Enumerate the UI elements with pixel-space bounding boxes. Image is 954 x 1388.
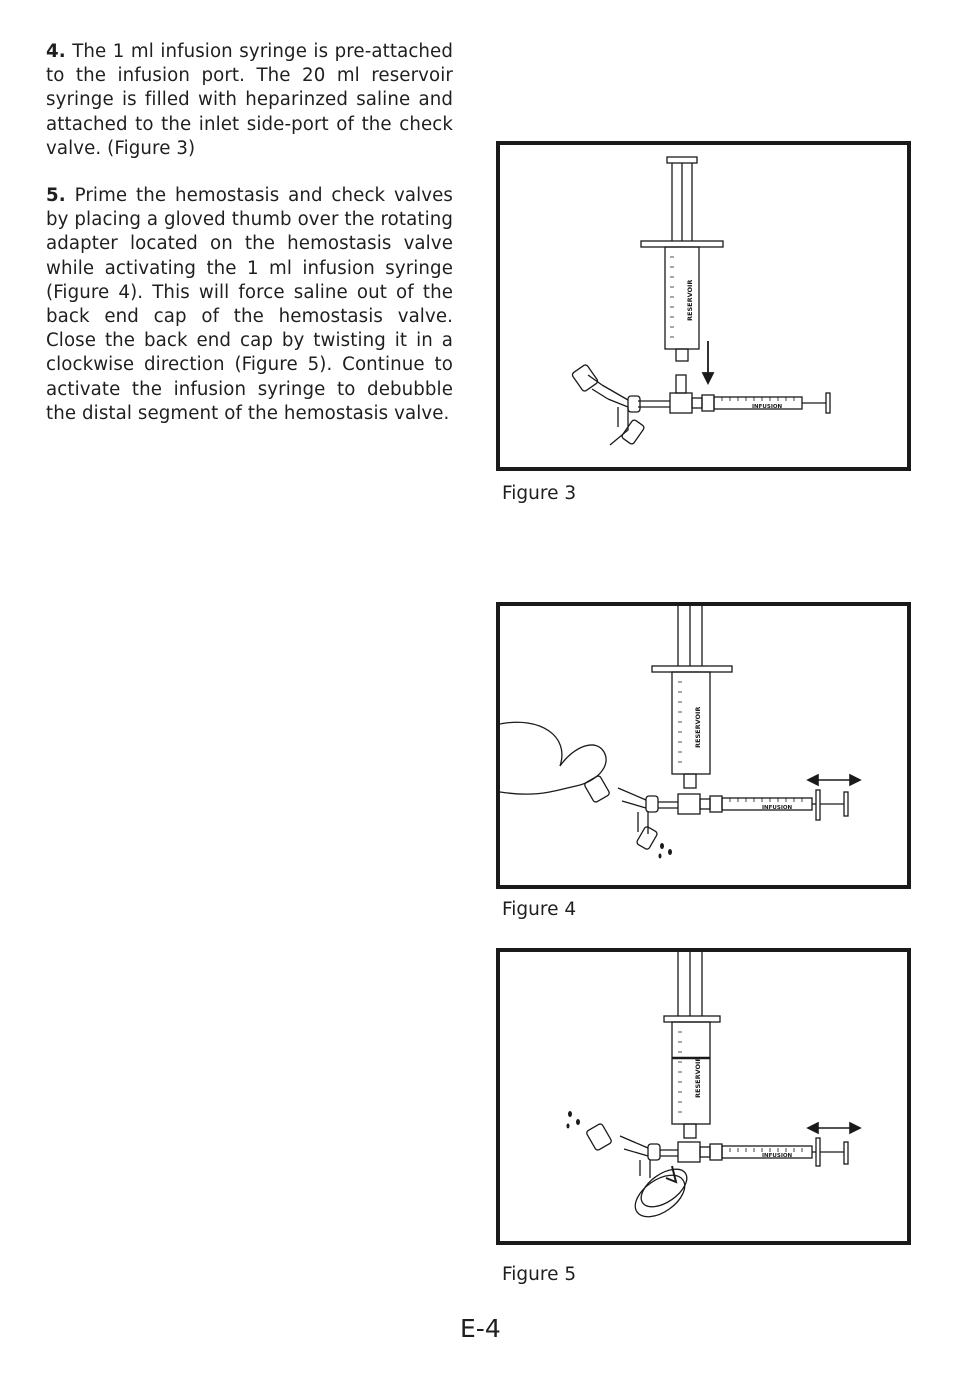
step-text: The 1 ml infusion syringe is pre-attached to the infusion port. The 20 ml reservoir syringe is filled with heparinzed saline and attached to the inlet side-port of the check valve. (Figure 3) bbox=[46, 41, 453, 159]
reservoir-label: RESERVOIR bbox=[694, 1056, 702, 1098]
figure-3-illustration bbox=[496, 141, 911, 471]
syringe-assembly-drawing bbox=[500, 606, 907, 885]
figure-3-caption: Figure 3 bbox=[502, 483, 577, 504]
infusion-label: INFUSION bbox=[762, 1153, 793, 1159]
step-4 bbox=[46, 40, 453, 161]
reservoir-label: RESERVOIR bbox=[694, 706, 702, 748]
figure-4-caption: Figure 4 bbox=[502, 899, 577, 920]
infusion-label: INFUSION bbox=[752, 404, 783, 410]
figure-5-caption: Figure 5 bbox=[502, 1264, 577, 1285]
figure-5-illustration bbox=[496, 948, 911, 1245]
step-text: Prime the hemostasis and check valves by placing a gloved thumb over the rotating adapter located on the hemostasis valve while activating the 1 ml infusion syringe (Figure 4). This will force saline out of the back end cap of the hemostasis valve. Close the back end cap by twisting it in a clockwise direction (Figure 5). Continue to activate the infusion syringe to debubble the distal segment of the hemostasis valve. bbox=[46, 185, 453, 424]
figure-4-illustration bbox=[496, 602, 911, 889]
instructions-column bbox=[46, 40, 453, 449]
step-number: 4. bbox=[46, 41, 66, 62]
page-number: E-4 bbox=[460, 1314, 501, 1343]
step-5 bbox=[46, 184, 453, 426]
syringe-assembly-drawing bbox=[500, 952, 907, 1241]
infusion-label: INFUSION bbox=[762, 805, 793, 811]
syringe-assembly-drawing bbox=[500, 145, 907, 467]
reservoir-label: RESERVOIR bbox=[686, 279, 694, 321]
step-number: 5. bbox=[46, 185, 66, 207]
